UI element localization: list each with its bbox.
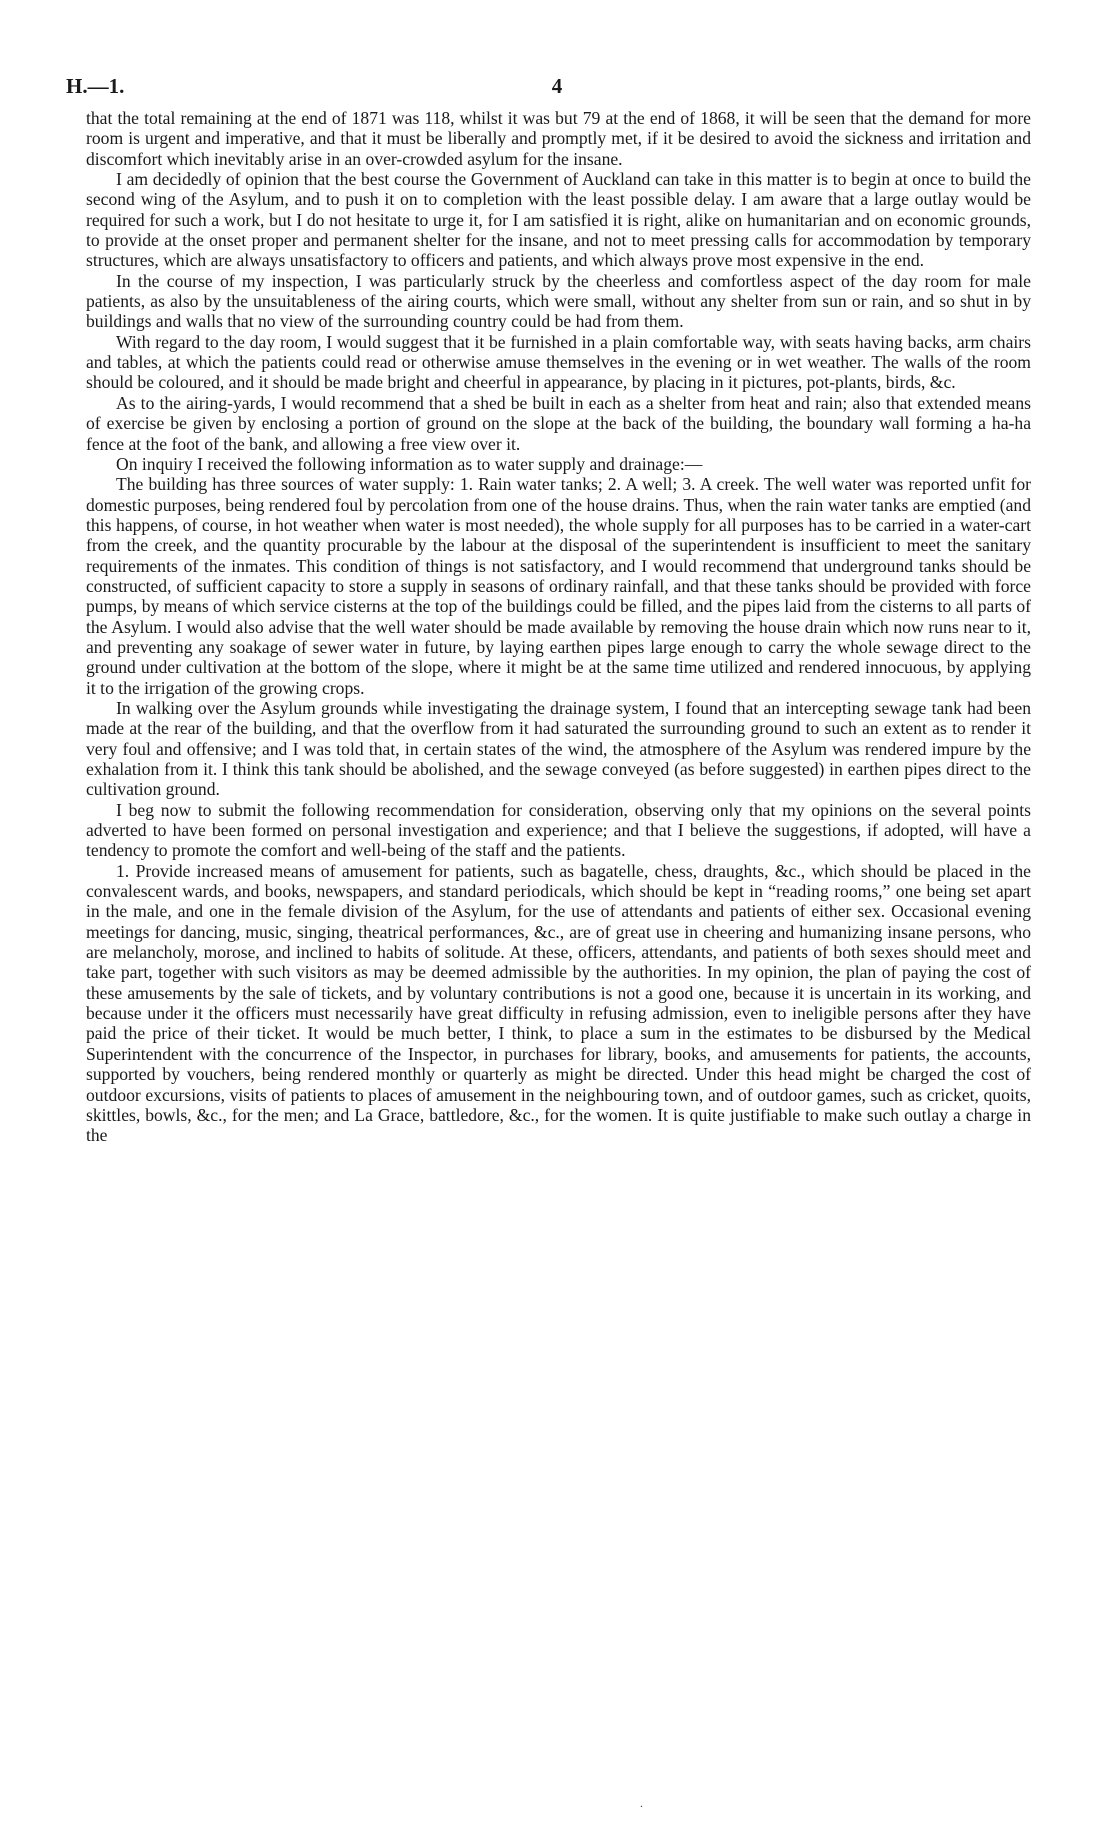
paragraph-day-room-furnishing: With regard to the day room, I would suggest that it be furnished in a plain comfortable way, with seats having backs, arm chairs and tables, at which the patients could read or otherwise amuse themselves in the evening or in wet weather. The walls of the room should be coloured, and it should be made bright and cheerful in appearance, by placing in it pictures, pot-plants, birds, &c. [86,331,1031,393]
footer-mark: . [640,1796,643,1810]
paragraph-airing-yards: As to the airing-yards, I would recommend that a shed be built in each as a shelter from heat and rain; also that extended means of exercise be given by enclosing a portion of ground on the slope at the back of the building, the boundary wall forming a ha-ha fence at the foot of the bank, and allowing a free view over it. [86,392,1031,454]
page-number: 4 [551,74,563,98]
paragraph-second-wing: I am decidedly of opinion that the best course the Government of Auckland can take in this matter is to begin at once to build the second wing of the Asylum, and to push it on to completion with the least possible delay. I am aware that a large outlay would be required for such a work, but I do not hesitate to urge it, for I am satisfied it is right, alike on humanitarian and on economic grounds, to provide at the onset proper and permanent shelter for the insane, and not to meet pressing calls for accommodation by temporary structures, which are always unsatisfactory to officers and patients, and which always prove most expensive in the end. [86,169,1031,271]
paragraph-day-room-inspection: In the course of my inspection, I was particularly struck by the cheerless and comfortless aspect of the day room for male patients, as also by the unsuitableness of the airing courts, which were small, without any shelter from sun or rain, and so shut in by buildings and walls that no view of the surrounding country could be had from them. [86,270,1031,332]
body-text [86,108,1031,1146]
paragraph-recommendations-intro: I beg now to submit the following recommendation for consideration, observing only that my opinions on the several points adverted to have been formed on personal investigation and experience; and that I believe the suggestions, if adopted, will have a tendency to promote the comfort and well-being of the staff and the patients. [86,799,1031,861]
paragraph-water-inquiry: On inquiry I received the following information as to water supply and drainage:— [116,453,703,474]
paragraph-continuation: that the total remaining at the end of 1871 was 118, whilst it was but 79 at the end of 1868, it will be seen that the demand for more room is urgent and imperative, and that it must be liberally and promptly met, if it be desired to avoid the sickness and irritation and discomfort which inevitably arise in an over-crowded asylum for the insane. [86,108,1031,169]
paragraph-water-supply: The building has three sources of water supply: 1. Rain water tanks; 2. A well; 3. A creek. The well water was reported unfit for domestic purposes, being rendered foul by percolation from one of the house drains. Thus, when the rain water tanks are emptied (and this happens, of course, in hot weather when water is most needed), the whole supply for all purposes has to be carried in a water-cart from the creek, and the quantity procurable by the labour at the disposal of the superintendent is insufficient to meet the sanitary requirements of the inmates. This condition of things is not satisfactory, and I would recommend that underground tanks should be constructed, of sufficient capacity to store a supply in seasons of ordinary rainfall, and that these tanks should be provided with force pumps, by means of which service cisterns at the top of the buildings could be filled, and the pipes laid from the cisterns to all parts of the Asylum. I would also advise that the well water should be made available by removing the house drain which now runs near to it, and preventing any soakage of sewer water in future, by laying earthen pipes large enough to carry the whole sewage direct to the ground under cultivation at the bottom of the slope, where it might be at the same time utilized and rendered innocuous, by applying it to the irrigation of the growing crops. [86,474,1031,698]
document-reference: H.—1. [66,74,125,98]
paragraph-recommendation-1: 1. Provide increased means of amusement for patients, such as bagatelle, chess, draughts, &c., which should be placed in the convalescent wards, and books, newspapers, and standard periodicals, which should be kept in “reading rooms,” one being set apart in the male, and one in the female division of the Asylum, for the use of attendants and patients of either sex. Occasional evening meetings for dancing, music, singing, theatrical performances, &c., are of great use in cheering and humanizing insane persons, who are melancholy, morose, and inclined to habits of solitude. At these, officers, attendants, and patients of both sexes should meet and take part, together with such visitors as may be deemed admissible by the authorities. In my opinion, the plan of paying the cost of these amusements by the sale of tickets, and by voluntary contributions is not a good one, because it is uncertain in its working, and because under it the officers must necessarily have great difficulty in refusing admission, even to ineligible persons after they have paid the price of their ticket. It would be much better, I think, to place a sum in the estimates to be disbursed by the Medical Superintendent with the concurrence of the Inspector, in purchases for library, books, and amusements for patients, the accounts, supported by vouchers, being rendered monthly or quarterly as might be directed. Under this head might be charged the cost of outdoor excursions, visits of patients to places of amusement in the neighbouring town, and of outdoor games, such as cricket, quoits, skittles, bowls, &c., for the men; and La Grace, battledore, &c., for the women. It is quite justifiable to make such outlay a charge in the [86,860,1031,1146]
page-header [64,74,1050,104]
paragraph-sewage-tank: In walking over the Asylum grounds while investigating the drainage system, I found that an intercepting sewage tank had been made at the rear of the building, and that the overflow from it had saturated the surrounding ground to such an extent as to render it very foul and offensive; and I was told that, in certain states of the wind, the atmosphere of the Asylum was rendered impure by the exhalation from it. I think this tank should be abolished, and the sewage conveyed (as before suggested) in earthen pipes direct to the cultivation ground. [86,697,1031,800]
